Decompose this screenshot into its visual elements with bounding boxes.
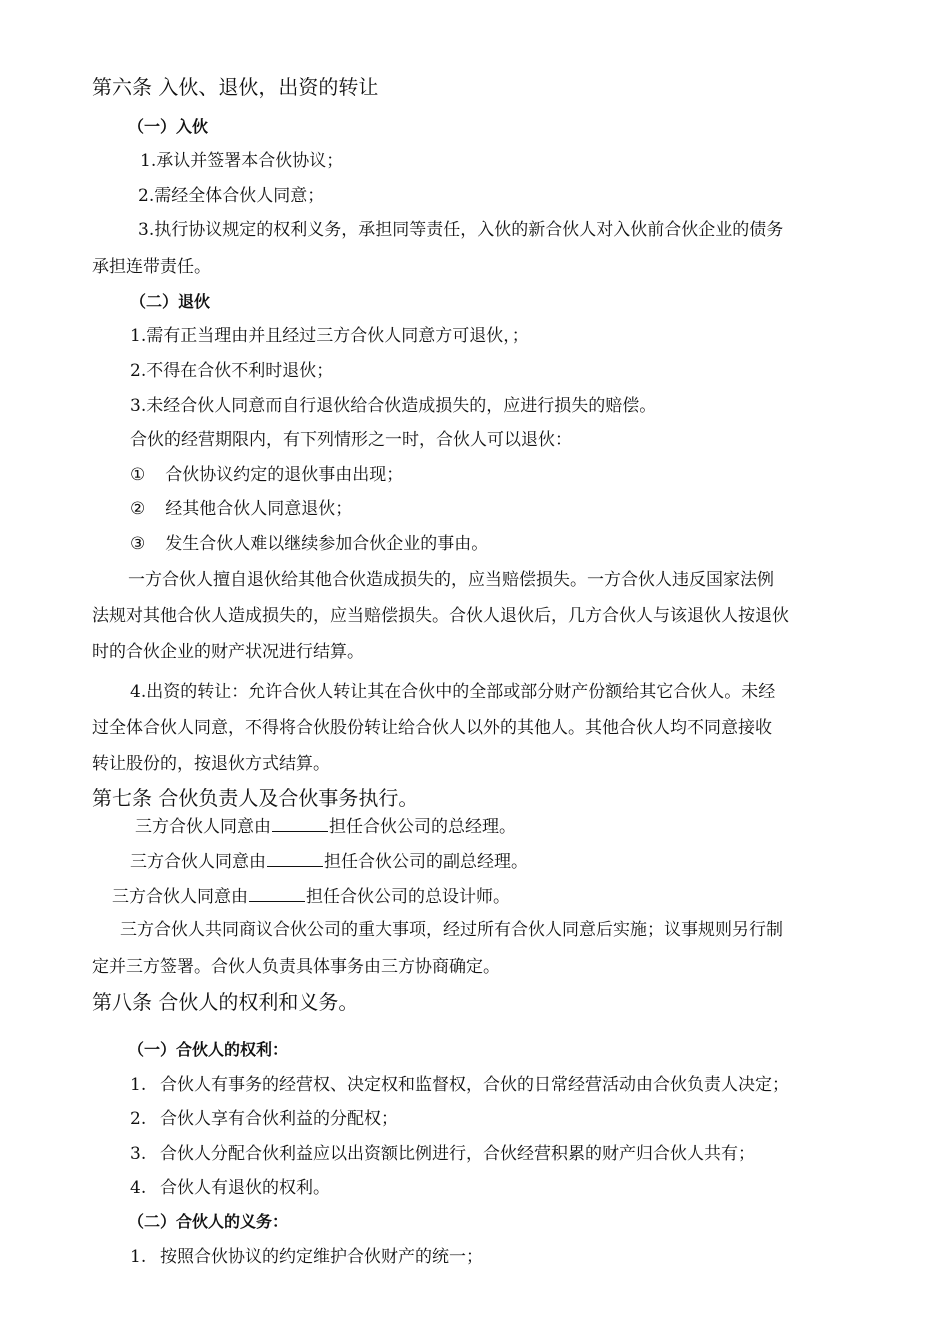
article-6-paragraph-cont: 过全体合伙人同意，不得将合伙股份转让给合伙人以外的其他人。其他合伙人均不同意接收 [92, 718, 772, 738]
circled-number: ① [130, 465, 146, 485]
article-6-item: 3.未经合伙人同意而自行退伙给合伙造成损失的，应进行损失的赔偿。 [130, 396, 657, 416]
article-6-paragraph: 4.出资的转让：允许合伙人转让其在合伙中的全部或部分财产份额给其它合伙人。未经 [130, 682, 776, 702]
rights-list-item [130, 1109, 398, 1129]
article-6-item: 2.不得在合伙不利时退伙； [130, 361, 334, 381]
article-8-section-1-heading: （一）合伙人的权利： [128, 1040, 289, 1059]
appointment-suffix: 担任合伙公司的总设计师。 [306, 887, 510, 907]
list-item-text: 合伙人分配合伙利益应以出资额比例进行，合伙经营积累的财产归合伙人共有； [160, 1144, 755, 1164]
article-6-paragraph-cont: 时的合伙企业的财产状况进行结算。 [92, 642, 364, 662]
list-number: 4. [130, 1178, 147, 1198]
article-8-section-2-heading: （二）合伙人的义务： [128, 1212, 289, 1231]
article-6-paragraph-cont: 法规对其他合伙人造成损失的，应当赔偿损失。合伙人退伙后，几方合伙人与该退伙人按退伙 [92, 606, 789, 626]
rights-list-item [130, 1144, 755, 1164]
circled-item-text: 合伙协议约定的退伙事由出现； [165, 465, 404, 485]
article-6-paragraph: 一方合伙人擅自退伙给其他合伙造成损失的，应当赔偿损失。一方合伙人违反国家法例 [128, 570, 774, 590]
appointment-line [135, 815, 516, 837]
circled-list-item [130, 499, 352, 519]
article-6-paragraph-cont: 转让股份的，按退伙方式结算。 [92, 754, 330, 774]
article-6-section-2-heading: （二）退伙 [130, 292, 211, 311]
circled-number: ② [130, 499, 146, 519]
article-7-paragraph: 三方合伙人共同商议合伙公司的重大事项，经过所有合伙人同意后实施；议事规则另行制 [120, 920, 783, 940]
appointment-line [130, 850, 528, 872]
circled-list-item [130, 465, 403, 485]
appointment-prefix: 三方合伙人同意由 [130, 852, 266, 872]
rights-list-item [130, 1075, 789, 1095]
article-6-item: 3.执行协议规定的权利义务，承担同等责任，入伙的新合伙人对入伙前合伙企业的债务 [138, 220, 784, 240]
list-item-text: 合伙人有退伙的权利。 [160, 1178, 330, 1198]
name-blank [272, 815, 328, 832]
circled-item-text: 发生合伙人难以继续参加合伙企业的事由。 [165, 534, 489, 554]
appointment-suffix: 担任合伙公司的总经理。 [329, 817, 516, 837]
article-6-item: 1.需有正当理由并且经过三方合伙人同意方可退伙，； [130, 326, 529, 346]
article-6-item: 2.需经全体合伙人同意； [138, 186, 325, 206]
list-item-text: 合伙人享有合伙利益的分配权； [160, 1109, 398, 1129]
rights-list-item [130, 1178, 330, 1198]
duties-list-item [130, 1247, 483, 1267]
list-number: 2. [130, 1109, 147, 1129]
article-6-item: 1.承认并签署本合伙协议； [140, 151, 344, 171]
list-item-text: 按照合伙协议的约定维护合伙财产的统一； [160, 1247, 483, 1267]
article-7-title: 第七条 合伙负责人及合伙事务执行。 [92, 786, 419, 810]
circled-list-item [130, 534, 488, 554]
article-8-title: 第八条 合伙人的权利和义务。 [92, 990, 359, 1014]
name-blank [267, 850, 323, 867]
article-7-paragraph-cont: 定并三方签署。合伙人负责具体事务由三方协商确定。 [92, 957, 500, 977]
list-number: 1. [130, 1075, 147, 1095]
list-number: 3. [130, 1144, 147, 1164]
appointment-line [112, 885, 510, 907]
circled-item-text: 经其他合伙人同意退伙； [165, 499, 353, 519]
name-blank [249, 885, 305, 902]
list-item-text: 合伙人有事务的经营权、决定权和监督权，合伙的日常经营活动由合伙负责人决定； [160, 1075, 789, 1095]
list-number: 1. [130, 1247, 147, 1267]
appointment-suffix: 担任合伙公司的副总经理。 [324, 852, 528, 872]
article-6-paragraph: 合伙的经营期限内，有下列情形之一时，合伙人可以退伙： [130, 430, 572, 450]
appointment-prefix: 三方合伙人同意由 [135, 817, 271, 837]
article-6-title: 第六条 入伙、退伙，出资的转让 [92, 75, 379, 99]
appointment-prefix: 三方合伙人同意由 [112, 887, 248, 907]
article-6-item-cont: 承担连带责任。 [92, 257, 211, 277]
article-6-section-1-heading: （一）入伙 [128, 117, 209, 136]
circled-number: ③ [130, 534, 146, 554]
